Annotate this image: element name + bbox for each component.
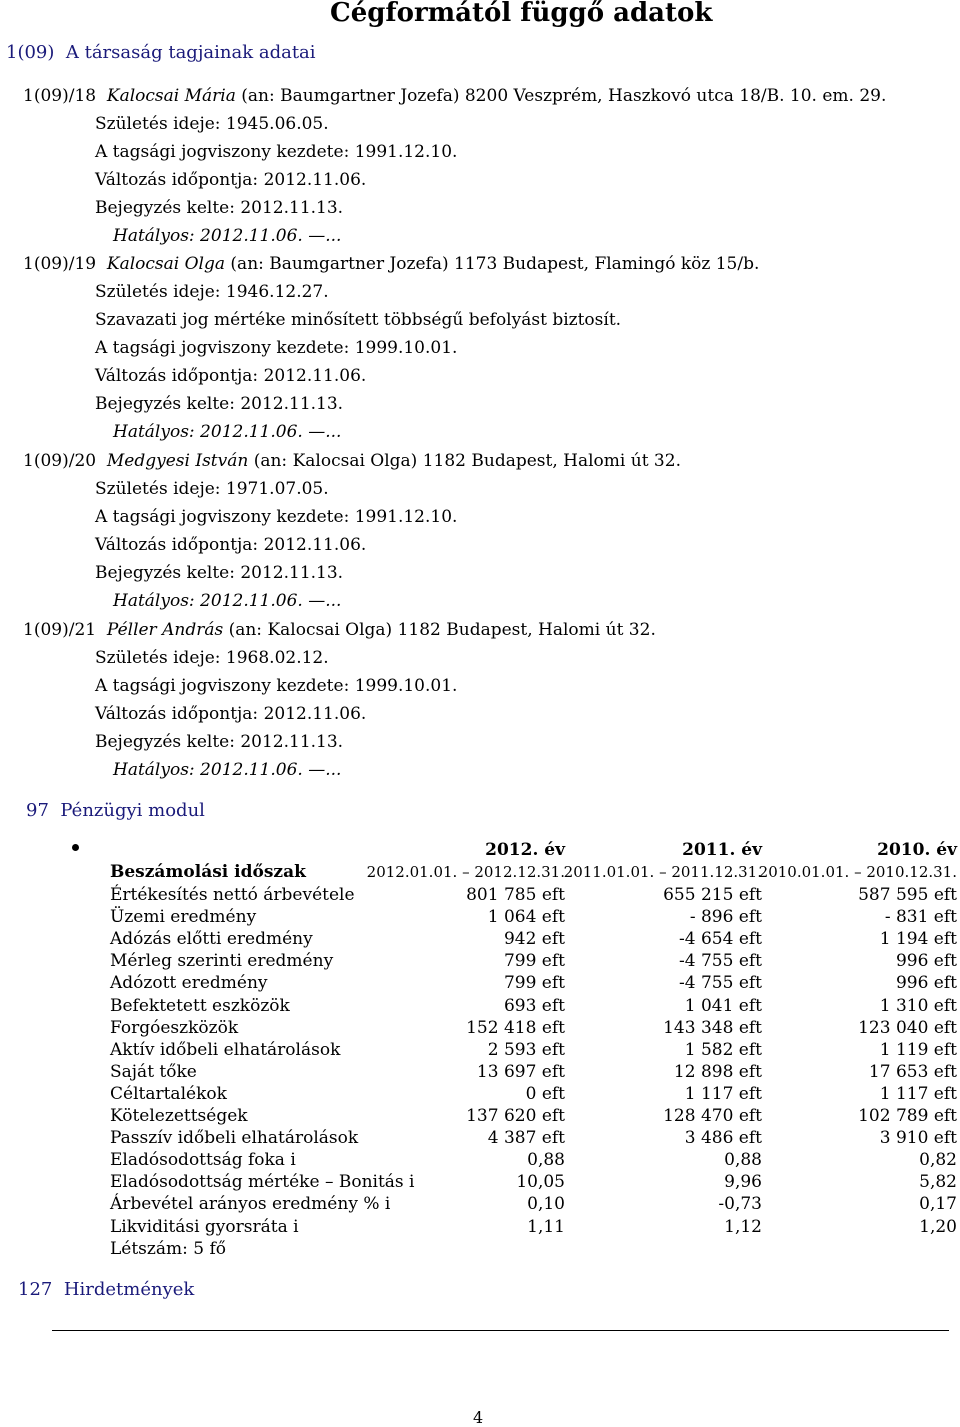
member-detail-line: A tagsági jogviszony kezdete: 1991.12.10. <box>95 142 458 162</box>
row-value: 587 595 eft <box>858 885 957 905</box>
table-row <box>0 1061 960 1086</box>
row-label: Céltartalékok <box>110 1083 227 1104</box>
member-detail-line: Bejegyzés kelte: 2012.11.13. <box>95 563 344 583</box>
row-value: 143 348 eft <box>663 1017 762 1038</box>
member-name: Kalocsai Mária <box>106 86 236 106</box>
section-title: A társaság tagjainak adatai <box>65 42 316 63</box>
member-effective-date: Hatályos: 2012.11.06. —... <box>113 760 342 780</box>
row-value: 1 310 eft <box>879 995 957 1016</box>
table-row <box>0 1017 960 1042</box>
row-value: 17 653 eft <box>868 1061 957 1082</box>
row-value: 3 910 eft <box>879 1128 957 1149</box>
table-header-row <box>0 842 960 864</box>
table-row <box>0 1152 960 1174</box>
member-detail-line: Születés ideje: 1971.07.05. <box>95 479 329 499</box>
row-value: 1 041 eft <box>684 995 762 1016</box>
row-value: 1 119 eft <box>879 1039 957 1060</box>
row-value: 123 040 eft <box>858 1017 957 1038</box>
row-value: 1,20 <box>919 1216 957 1237</box>
member-detail-line: Változás időpontja: 2012.11.06. <box>95 170 367 190</box>
row-value: 5,82 <box>919 1172 957 1193</box>
member-detail-line: Születés ideje: 1945.06.05. <box>95 114 329 134</box>
table-row <box>0 1196 960 1218</box>
member-entry-header <box>23 622 656 639</box>
row-value: 1 194 eft <box>879 929 957 950</box>
row-value: 137 620 eft <box>466 1106 565 1126</box>
section-title: Pénzügyi modul <box>60 800 205 821</box>
member-detail-line: A tagsági jogviszony kezdete: 1999.10.01. <box>95 676 458 696</box>
row-label: Befektetett eszközök <box>110 995 290 1016</box>
row-value: 9,96 <box>724 1172 762 1193</box>
row-value: 996 eft <box>895 951 957 972</box>
row-label: Adózás előtti eredmény <box>110 929 313 950</box>
section-number: 1(09) <box>6 42 55 63</box>
table-row <box>0 1083 960 1108</box>
row-label: Passzív időbeli elhatárolások <box>110 1128 359 1149</box>
staff-row <box>0 1241 960 1263</box>
row-label: Árbevétel arányos eredmény % i <box>110 1194 391 1215</box>
footer-divider <box>52 1330 949 1331</box>
row-label: Adózott eredmény <box>110 973 268 994</box>
section-number: 127 <box>18 1279 53 1300</box>
row-label: Értékesítés nettó árbevétele <box>110 885 355 905</box>
row-value: - 896 eft <box>689 907 762 928</box>
row-value: 1 064 eft <box>487 907 565 928</box>
period-label: Beszámolási időszak <box>110 862 306 882</box>
row-value: -4 654 eft <box>679 929 762 950</box>
member-details: (an: Baumgartner Jozefa) 8200 Veszprém, Haszkovó utca 18/B. 10. em. 29. <box>241 86 887 106</box>
row-value: 12 898 eft <box>673 1061 762 1082</box>
table-row <box>0 887 960 909</box>
member-details: (an: Kalocsai Olga) 1182 Budapest, Halomi út 32. <box>228 620 656 640</box>
year-header: 2012. év <box>485 840 565 860</box>
row-value: 0,17 <box>919 1194 957 1215</box>
row-value: 2 593 eft <box>487 1039 565 1060</box>
row-label: Forgóeszközök <box>110 1017 239 1038</box>
row-value: 4 387 eft <box>487 1128 565 1149</box>
row-label: Aktív időbeli elhatárolások <box>110 1039 341 1060</box>
row-value: -4 755 eft <box>679 973 762 994</box>
staff-count: Létszám: 5 fő <box>110 1239 226 1259</box>
row-value: 3 486 eft <box>684 1128 762 1149</box>
row-value: 102 789 eft <box>858 1106 957 1126</box>
section-heading-ads <box>18 1281 194 1299</box>
table-row <box>0 1039 960 1064</box>
row-label: Üzemi eredmény <box>110 907 257 928</box>
row-value: 0,88 <box>724 1150 762 1171</box>
member-entry-header <box>23 88 886 105</box>
member-entry-header <box>23 256 759 273</box>
member-details: (an: Baumgartner Jozefa) 1173 Budapest, Flamingó köz 15/b. <box>230 254 760 274</box>
row-value: 1,11 <box>527 1216 565 1237</box>
member-detail-line: Változás időpontja: 2012.11.06. <box>95 535 367 555</box>
row-value: 655 215 eft <box>663 885 762 905</box>
row-value: 1 582 eft <box>684 1039 762 1060</box>
table-row <box>0 1216 960 1241</box>
section-title: Hirdetmények <box>63 1279 195 1300</box>
row-value: 0,88 <box>527 1150 565 1171</box>
row-value: 128 470 eft <box>663 1106 762 1126</box>
row-value: 799 eft <box>503 951 565 972</box>
row-value: - 831 eft <box>884 907 957 928</box>
table-row <box>0 975 960 997</box>
period-value: 2012.01.01. – 2012.12.31. <box>366 863 565 881</box>
table-row <box>0 995 960 1020</box>
row-label: Eladósodottság mértéke – Bonitás i <box>110 1172 415 1193</box>
row-value: 693 eft <box>503 995 565 1016</box>
table-row <box>0 909 960 931</box>
member-detail-line: Bejegyzés kelte: 2012.11.13. <box>95 198 344 218</box>
member-effective-date: Hatályos: 2012.11.06. —... <box>113 422 342 442</box>
member-detail-line: A tagsági jogviszony kezdete: 1991.12.10. <box>95 507 458 527</box>
section-number: 97 <box>26 800 49 821</box>
member-detail-line: Változás időpontja: 2012.11.06. <box>95 704 367 724</box>
page-title: Cégformától függő adatok <box>330 0 713 28</box>
member-detail-line: Bejegyzés kelte: 2012.11.13. <box>95 732 344 752</box>
member-id: 1(09)/20 <box>23 451 97 471</box>
row-value: 996 eft <box>895 973 957 994</box>
member-id: 1(09)/18 <box>23 86 97 106</box>
period-value: 2010.01.01. – 2010.12.31. <box>758 863 957 881</box>
row-value: 801 785 eft <box>466 885 565 905</box>
row-label: Eladósodottság foka i <box>110 1150 296 1171</box>
member-detail-line: Születés ideje: 1946.12.27. <box>95 282 329 302</box>
member-detail-line: Születés ideje: 1968.02.12. <box>95 648 329 668</box>
row-label: Mérleg szerinti eredmény <box>110 951 334 972</box>
member-name: Péller András <box>106 620 224 640</box>
member-entry-header <box>23 453 681 470</box>
table-row <box>0 1108 960 1130</box>
section-heading-finance <box>26 802 205 820</box>
row-value: 942 eft <box>503 929 565 950</box>
page-number: 4 <box>473 1408 484 1427</box>
member-detail-line: Változás időpontja: 2012.11.06. <box>95 366 367 386</box>
row-value: 0,10 <box>527 1194 565 1215</box>
row-value: -0,73 <box>718 1194 762 1215</box>
member-detail-line: Bejegyzés kelte: 2012.11.13. <box>95 394 344 414</box>
row-value: 1 117 eft <box>879 1083 957 1104</box>
member-detail-line: Szavazati jog mértéke minősített többségű befolyást biztosít. <box>95 310 622 330</box>
member-details: (an: Kalocsai Olga) 1182 Budapest, Halomi út 32. <box>253 451 681 471</box>
table-period-row <box>0 864 960 886</box>
member-effective-date: Hatályos: 2012.11.06. —... <box>113 226 342 246</box>
member-detail-line: A tagsági jogviszony kezdete: 1999.10.01. <box>95 338 458 358</box>
row-label: Likviditási gyorsráta i <box>110 1216 299 1237</box>
row-label: Saját tőke <box>110 1061 197 1082</box>
member-name: Medgyesi István <box>106 451 249 471</box>
row-value: 152 418 eft <box>466 1017 565 1038</box>
member-name: Kalocsai Olga <box>106 254 226 274</box>
year-header: 2011. év <box>682 840 762 860</box>
row-value: 13 697 eft <box>476 1061 565 1082</box>
table-row <box>0 953 960 975</box>
year-header: 2010. év <box>877 840 957 860</box>
row-value: 10,05 <box>516 1172 565 1193</box>
member-effective-date: Hatályos: 2012.11.06. —... <box>113 591 342 611</box>
row-value: 0 eft <box>525 1083 565 1104</box>
row-value: 0,82 <box>919 1150 957 1171</box>
table-row <box>0 1130 960 1152</box>
section-heading-members <box>6 44 316 62</box>
member-id: 1(09)/19 <box>23 254 97 274</box>
row-value: 1,12 <box>724 1216 762 1237</box>
member-id: 1(09)/21 <box>23 620 97 640</box>
row-value: 799 eft <box>503 973 565 994</box>
table-row <box>0 931 960 953</box>
table-row <box>0 1174 960 1196</box>
row-value: 1 117 eft <box>684 1083 762 1104</box>
row-value: -4 755 eft <box>679 951 762 972</box>
period-value: 2011.01.01. – 2011.12.31. <box>563 863 762 881</box>
row-label: Kötelezettségek <box>110 1106 248 1126</box>
